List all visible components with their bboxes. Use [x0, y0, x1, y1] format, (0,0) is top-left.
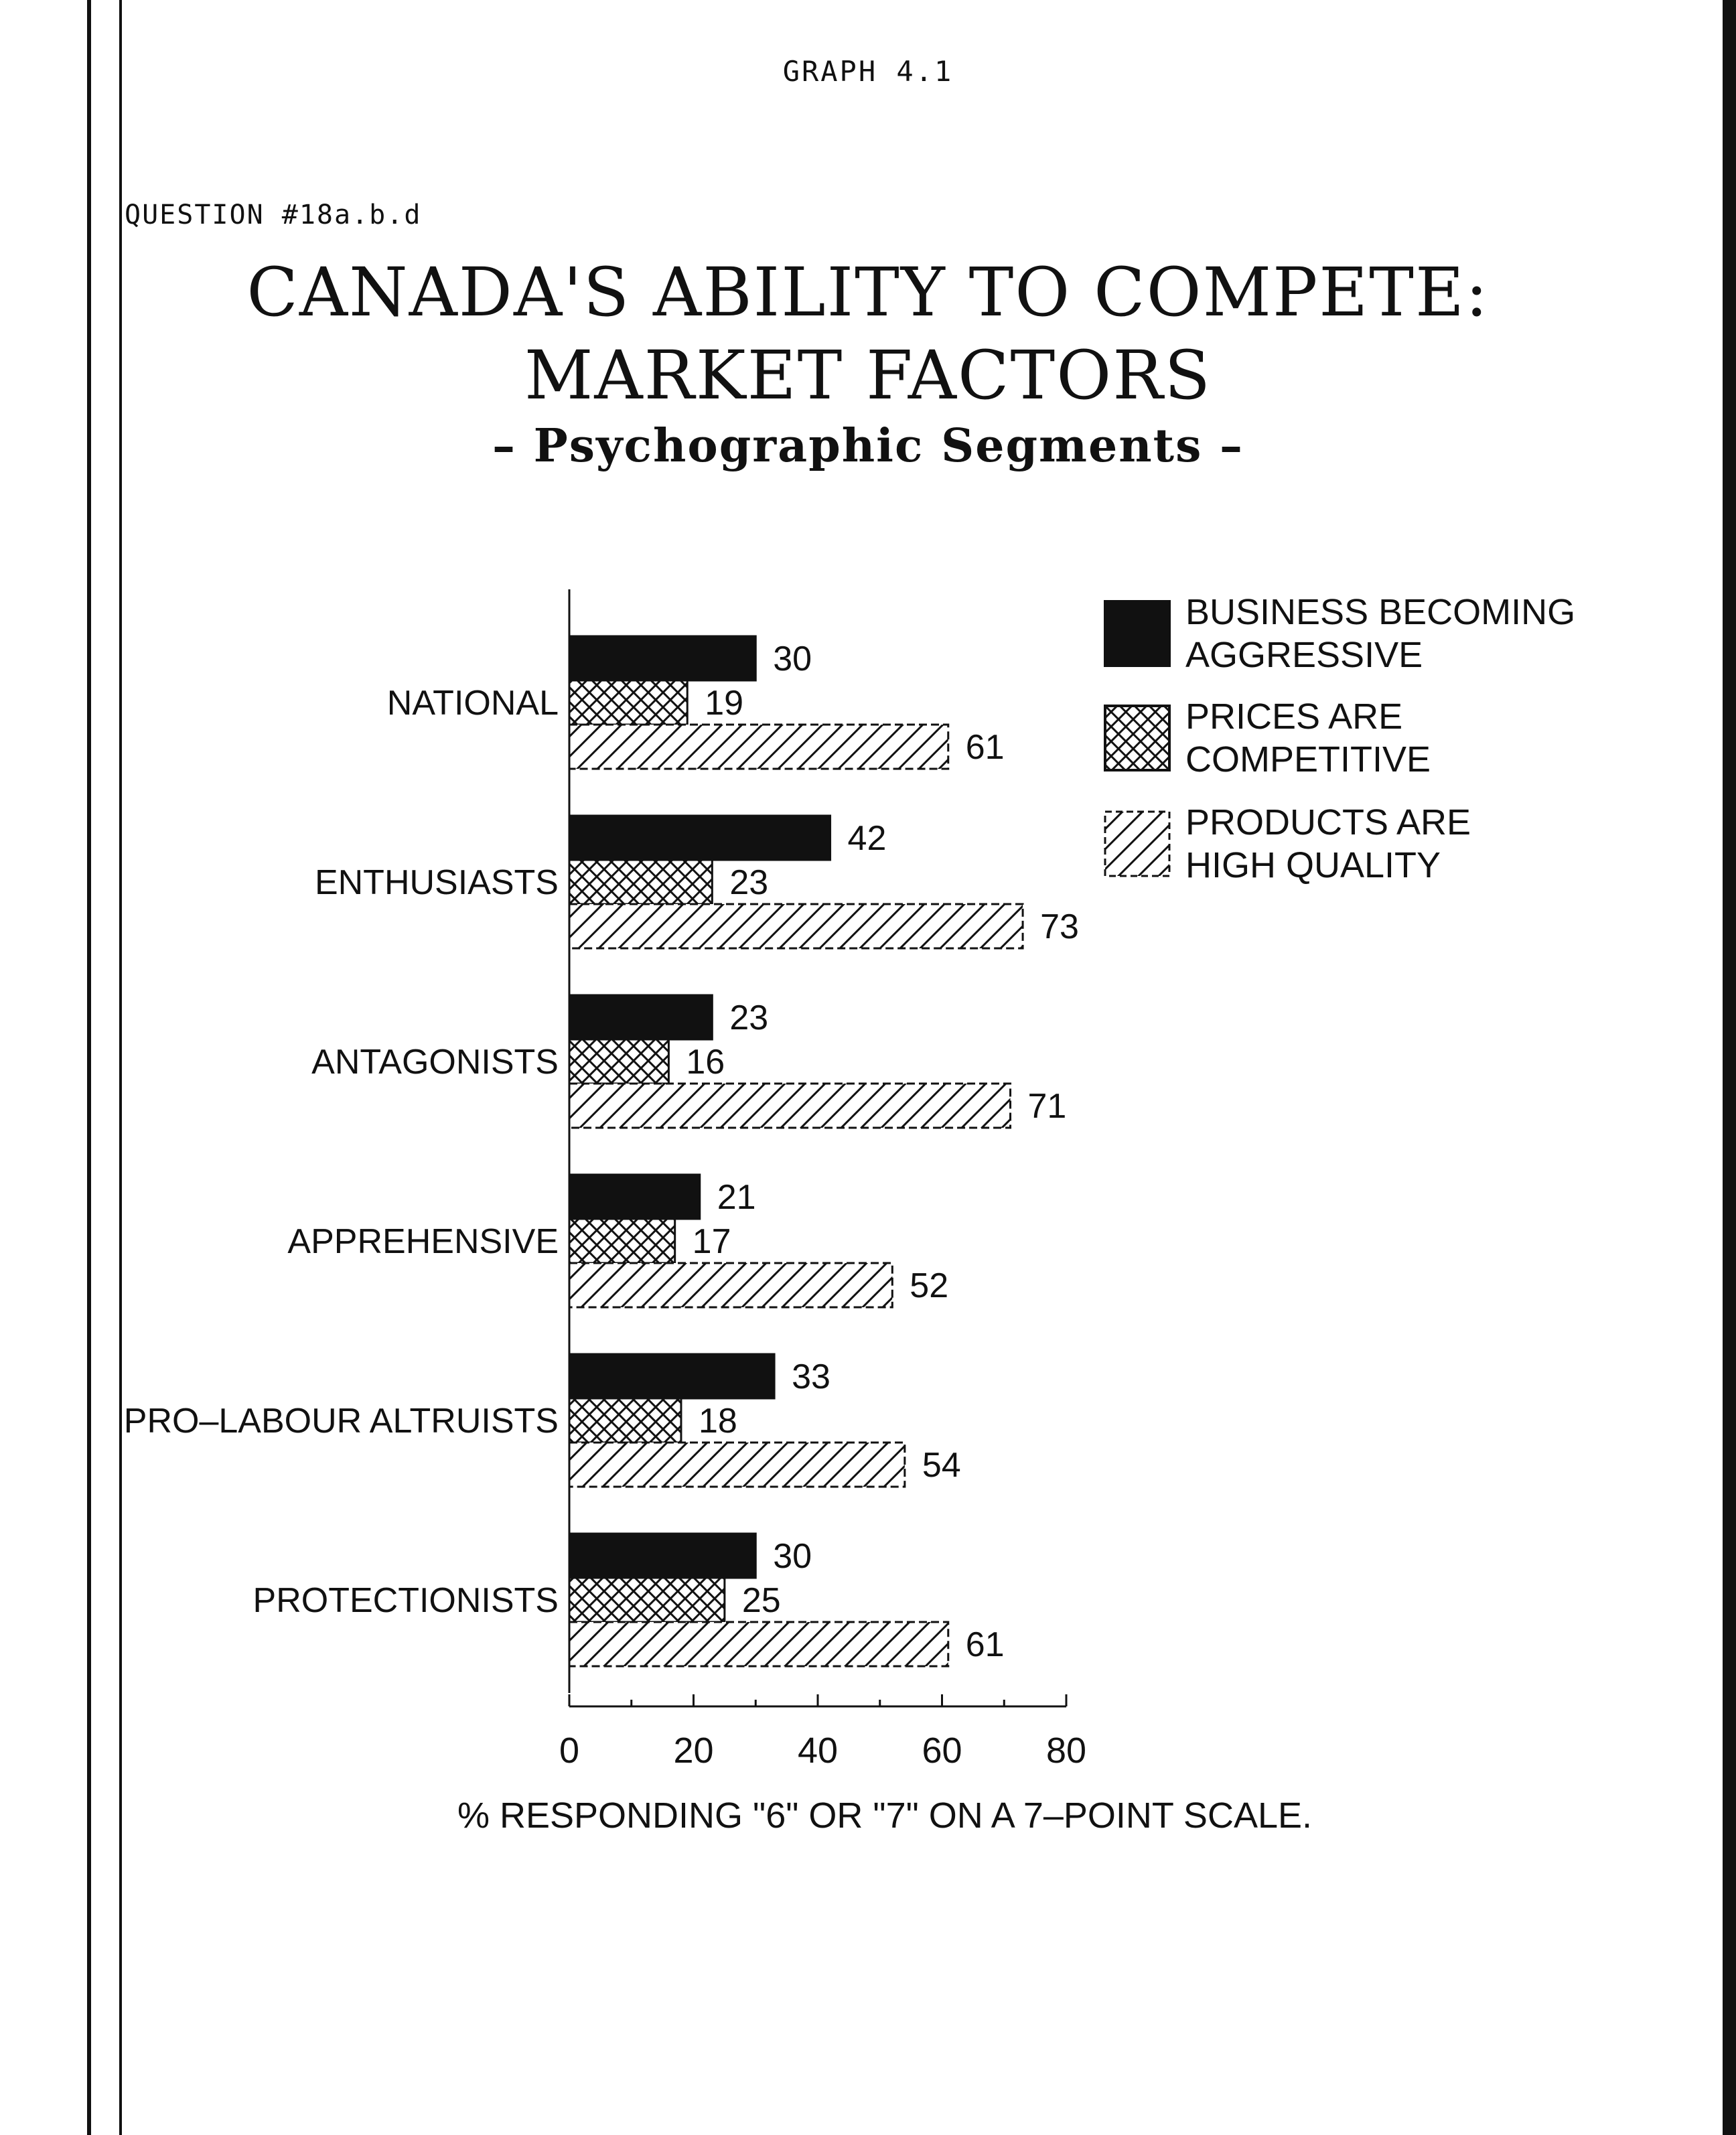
bar	[569, 995, 712, 1039]
bar	[569, 1398, 681, 1443]
bar	[569, 1622, 948, 1666]
data-label: 30	[773, 1537, 812, 1576]
data-label: 42	[847, 819, 887, 858]
graph-label: GRAPH 4.1	[782, 55, 954, 88]
category-label: ANTAGONISTS	[311, 1043, 559, 1082]
data-label: 18	[698, 1402, 737, 1441]
chart-title-line-1: CANADA'S ABILITY TO COMPETE:	[246, 253, 1490, 332]
category-label: ENTHUSIASTS	[314, 863, 559, 902]
data-label: 23	[729, 999, 769, 1037]
legend-swatch-solid	[1104, 600, 1171, 667]
x-axis-label: % RESPONDING "6" OR "7" ON A 7–POINT SCALE.	[457, 1795, 1313, 1836]
chart-subtitle: – Psychographic Segments –	[492, 419, 1244, 473]
data-label: 52	[910, 1266, 949, 1305]
legend-item-business-aggressive	[1098, 592, 1701, 676]
legend-item-prices-competitive	[1098, 696, 1701, 781]
data-label: 71	[1027, 1087, 1067, 1126]
bar	[569, 636, 755, 680]
legend-label-line-1: BUSINESS BECOMING	[1185, 592, 1576, 632]
legend-label-line-1: PRODUCTS ARE	[1185, 802, 1471, 842]
question-reference: QUESTION #18a.b.d	[125, 200, 422, 230]
legend-item-products-quality	[1098, 802, 1701, 887]
x-tick-label: 40	[797, 1731, 839, 1771]
x-tick-label: 20	[673, 1731, 714, 1771]
data-label: 30	[773, 640, 812, 678]
category-label: PRO–LABOUR ALTRUISTS	[123, 1402, 559, 1441]
legend-label-line-2: HIGH QUALITY	[1185, 845, 1441, 885]
data-label: 25	[741, 1581, 781, 1620]
legend-label-line-1: PRICES ARE	[1185, 696, 1403, 737]
data-label: 33	[792, 1357, 830, 1396]
bar	[569, 1534, 755, 1578]
x-tick-label: 60	[922, 1731, 962, 1771]
data-label: 17	[692, 1222, 731, 1261]
bars-layer	[124, 636, 1079, 1666]
bar	[569, 1354, 774, 1398]
data-label: 54	[922, 1446, 961, 1485]
bar	[569, 1175, 700, 1219]
bar	[569, 1263, 892, 1307]
x-tick-label: 0	[559, 1731, 580, 1771]
bar	[569, 816, 830, 860]
data-label: 19	[705, 684, 744, 723]
legend-swatch-crosshatch	[1104, 705, 1171, 771]
bar	[569, 1578, 725, 1622]
bar	[569, 1443, 905, 1487]
category-label: APPREHENSIVE	[287, 1222, 559, 1261]
data-label: 23	[729, 863, 769, 902]
legend-swatch-diagonal	[1104, 810, 1171, 877]
bar	[569, 1219, 675, 1263]
category-label: PROTECTIONISTS	[252, 1581, 559, 1620]
bar	[569, 1039, 668, 1084]
data-label: 21	[717, 1178, 756, 1217]
data-label: 16	[686, 1043, 725, 1082]
legend-label-line-2: AGGRESSIVE	[1185, 635, 1423, 675]
legend-label-line-2: COMPETITIVE	[1185, 739, 1431, 780]
data-label: 73	[1040, 907, 1079, 946]
bar	[569, 1084, 1011, 1128]
bar	[569, 680, 687, 725]
x-tick-label: 80	[1045, 1731, 1087, 1771]
data-label: 61	[965, 728, 1005, 767]
bar	[569, 725, 948, 769]
bar	[569, 904, 1023, 948]
chart-title-line-2: MARKET FACTORS	[524, 336, 1212, 415]
data-label: 61	[965, 1625, 1005, 1664]
bar	[569, 860, 712, 904]
category-label: NATIONAL	[386, 684, 559, 723]
